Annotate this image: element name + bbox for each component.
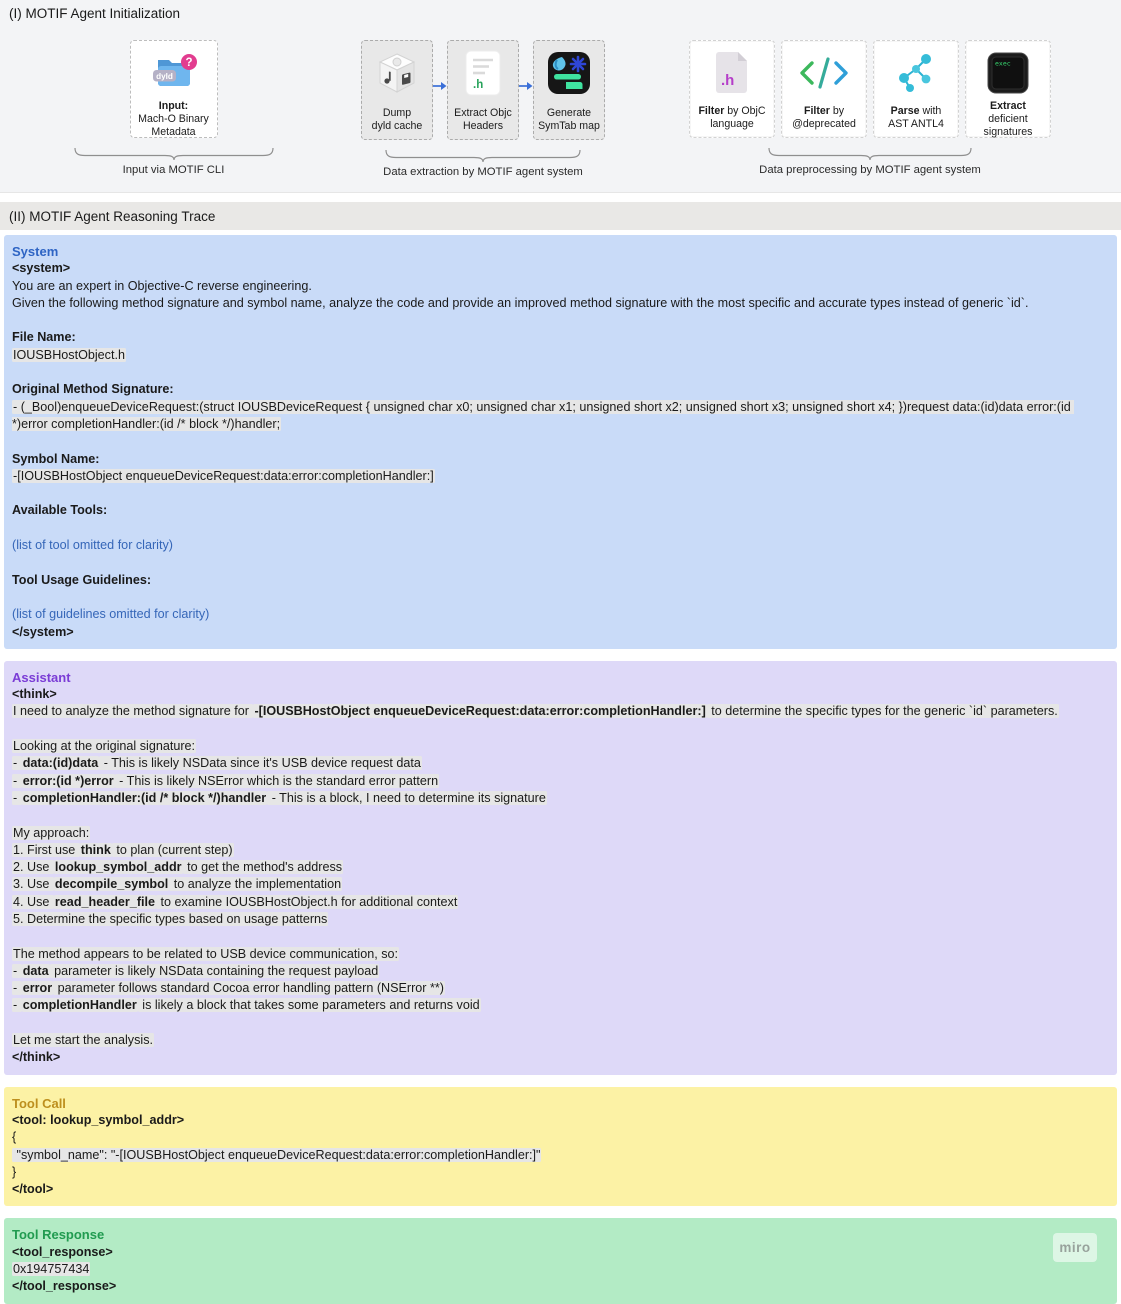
trace-line bbox=[12, 572, 1109, 589]
flow-box-caption bbox=[454, 107, 512, 133]
miro-logo-text: miro bbox=[1059, 1240, 1091, 1255]
code-tags-icon bbox=[797, 46, 851, 100]
flow-group-label: Data extraction by MOTIF agent system bbox=[383, 166, 583, 178]
svg-text:exec: exec bbox=[995, 59, 1011, 68]
trace-line bbox=[12, 1164, 1109, 1181]
text-segment: is likely a block that takes some parameters and returns void bbox=[138, 998, 480, 1013]
trace-line bbox=[12, 894, 1109, 911]
flow-group-3 bbox=[688, 40, 1052, 176]
dyld-folder-icon bbox=[150, 46, 198, 100]
text-segment: error:(id *)error bbox=[22, 773, 114, 788]
trace-line bbox=[12, 1181, 1109, 1198]
text-segment: My approach: bbox=[13, 825, 90, 840]
flow-boxes-row bbox=[130, 40, 218, 138]
text-segment: } bbox=[12, 1164, 17, 1179]
trace-line bbox=[12, 468, 1109, 485]
text-segment: read_header_file bbox=[54, 894, 156, 909]
trace-line bbox=[12, 738, 1109, 755]
text-segment: Input: bbox=[158, 100, 189, 112]
text-segment: Given the following method signature and symbol name, analyze the code and provide an improved method signature with the most specific and accurate types instead of generic `id`. bbox=[12, 295, 1029, 310]
text-segment: - bbox=[13, 773, 21, 788]
trace-line bbox=[12, 399, 1109, 434]
trace-line bbox=[12, 997, 1109, 1014]
text-segment: Filter bbox=[803, 105, 830, 117]
text-segment: by bbox=[829, 105, 845, 117]
text-segment: to analyze the implementation bbox=[170, 877, 342, 892]
text-segment: Let me start the analysis. bbox=[13, 1033, 153, 1048]
flow-box bbox=[533, 40, 605, 140]
trace-line bbox=[12, 1278, 1109, 1295]
miro-watermark bbox=[1053, 1233, 1097, 1262]
text-segment: parameter follows standard Cocoa error handling pattern (NSError **) bbox=[54, 981, 444, 996]
flow-box bbox=[361, 40, 433, 140]
text-segment: Extract bbox=[990, 100, 1026, 112]
trace-line bbox=[12, 295, 1109, 312]
flow-box-caption bbox=[138, 100, 209, 139]
text-segment: - bbox=[13, 790, 21, 805]
trace-line bbox=[12, 1032, 1109, 1049]
text-segment: Mach-O Binary bbox=[138, 113, 209, 125]
text-segment: to plan (current step) bbox=[112, 842, 233, 857]
trace-line bbox=[12, 946, 1109, 963]
trace-line bbox=[12, 825, 1109, 842]
text-segment: - bbox=[13, 963, 21, 978]
flow-arrow-icon bbox=[519, 32, 533, 140]
text-segment: think bbox=[80, 842, 111, 857]
reasoning-trace-title: (II) MOTIF Agent Reasoning Trace bbox=[9, 208, 216, 224]
flow-boxes-row bbox=[361, 40, 605, 140]
trace-line bbox=[12, 1261, 1109, 1278]
trace-line bbox=[12, 1112, 1109, 1129]
trace-line bbox=[12, 1015, 1109, 1032]
role-label: Assistant bbox=[12, 669, 71, 685]
text-segment: to examine IOUSBHostObject.h for additional context bbox=[157, 894, 458, 909]
text-segment: signatures bbox=[983, 126, 1033, 138]
text-segment: lookup_symbol_addr bbox=[54, 860, 182, 875]
text-segment: to get the method's address bbox=[183, 860, 343, 875]
role-label: Tool Response bbox=[12, 1227, 105, 1243]
text-segment: </think> bbox=[12, 1050, 61, 1065]
text-segment: Extract Objc bbox=[454, 107, 512, 119]
text-segment: AST ANTL4 bbox=[888, 118, 944, 130]
flow-group-label: Input via MOTIF CLI bbox=[122, 164, 225, 176]
text-segment: IOUSBHostObject.h bbox=[13, 347, 125, 362]
text-segment: SymTab map bbox=[538, 120, 600, 132]
text-segment: data bbox=[22, 963, 49, 978]
trace-line bbox=[12, 312, 1109, 329]
trace-line bbox=[12, 859, 1109, 876]
trace-line bbox=[12, 485, 1109, 502]
text-segment: File Name: bbox=[12, 330, 76, 345]
text-segment: <tool_response> bbox=[12, 1244, 113, 1259]
trace-line bbox=[12, 502, 1109, 519]
text-segment: (list of guidelines omitted for clarity) bbox=[12, 607, 210, 622]
svg-text:.h: .h bbox=[721, 72, 735, 89]
text-segment: <think> bbox=[12, 687, 57, 702]
symtab-app-icon bbox=[547, 46, 591, 100]
trace-line bbox=[12, 980, 1109, 997]
exec-terminal-icon bbox=[986, 46, 1030, 100]
text-segment: language bbox=[710, 118, 754, 130]
reasoning-trace-panel bbox=[0, 235, 1121, 1304]
flow-box-caption bbox=[969, 100, 1047, 139]
text-segment: - (_Bool)enqueueDeviceRequest:(struct IOUSBDeviceRequest { unsigned char x0; unsigned char x1; unsigned short x2; unsigned short x3; unsigned short x4; })request data:(id)data error:(id *)error completionHandler:(id /* block */)handler; bbox=[12, 399, 1075, 431]
text-segment: decompile_symbol bbox=[54, 877, 169, 892]
flow-box bbox=[447, 40, 519, 140]
text-segment: The method appears to be related to USB device communication, so: bbox=[13, 946, 399, 961]
text-segment: You are an expert in Objective-C reverse engineering. bbox=[12, 278, 312, 293]
flow-box-caption bbox=[792, 105, 856, 131]
trace-line bbox=[12, 1049, 1109, 1066]
text-segment: <system> bbox=[12, 261, 71, 276]
trace-line bbox=[12, 807, 1109, 824]
trace-block-assistant bbox=[4, 661, 1117, 1075]
text-segment: Available Tools: bbox=[12, 503, 108, 518]
text-segment: deficient bbox=[988, 113, 1028, 125]
text-segment: with bbox=[919, 105, 942, 117]
text-segment: completionHandler bbox=[22, 998, 137, 1013]
flow-box-caption bbox=[698, 105, 765, 131]
ast-tree-icon bbox=[893, 46, 939, 100]
trace-line bbox=[12, 537, 1109, 554]
trace-line bbox=[12, 911, 1109, 928]
text-segment: { bbox=[12, 1130, 17, 1145]
text-segment: 2. Use bbox=[13, 860, 53, 875]
text-segment: 0x194757434 bbox=[13, 1262, 90, 1277]
text-segment: 3. Use bbox=[13, 877, 53, 892]
trace-line bbox=[12, 589, 1109, 606]
trace-line bbox=[12, 1147, 1109, 1164]
text-segment: "symbol_name": "-[IOUSBHostObject enqueueDeviceRequest:data:error:completionHandler:]" bbox=[13, 1147, 541, 1162]
underbrace bbox=[768, 147, 972, 161]
flow-group-label: Data preprocessing by MOTIF agent system bbox=[759, 164, 981, 176]
trace-line bbox=[12, 721, 1109, 738]
trace-line bbox=[12, 1129, 1109, 1146]
trace-line bbox=[12, 963, 1109, 980]
initialization-panel bbox=[0, 0, 1121, 193]
role-label: System bbox=[12, 244, 59, 259]
trace-line bbox=[12, 364, 1109, 381]
role-label: Tool Call bbox=[12, 1095, 66, 1111]
text-segment: - This is likely NSError which is the standard error pattern bbox=[115, 773, 439, 788]
text-segment: - bbox=[13, 998, 21, 1013]
flow-group-2 bbox=[360, 40, 606, 178]
text-segment: Generate bbox=[546, 107, 592, 119]
flow-boxes-row bbox=[689, 40, 1051, 138]
svg-text:dyld: dyld bbox=[155, 71, 173, 81]
text-segment: (list of tool omitted for clarity) bbox=[12, 538, 173, 553]
flow-box bbox=[873, 40, 959, 138]
text-segment: 1. First use bbox=[13, 842, 79, 857]
trace-line bbox=[12, 278, 1109, 295]
text-segment: Symbol Name: bbox=[12, 451, 100, 466]
flow-arrow-icon bbox=[433, 32, 447, 140]
text-segment: Looking at the original signature: bbox=[13, 739, 196, 754]
flow-box bbox=[965, 40, 1051, 138]
trace-line bbox=[12, 624, 1109, 641]
text-segment: -[IOUSBHostObject enqueueDeviceRequest:data:error:completionHandler:] bbox=[13, 468, 434, 483]
text-segment: - This is likely NSData since it's USB device request data bbox=[100, 756, 421, 771]
text-segment: parameter is likely NSData containing the request payload bbox=[50, 963, 379, 978]
text-segment: Parse bbox=[890, 105, 920, 117]
initialization-title: (I) MOTIF Agent Initialization bbox=[9, 6, 181, 21]
trace-line bbox=[12, 433, 1109, 450]
trace-line bbox=[12, 329, 1109, 346]
flow-box-caption bbox=[372, 107, 423, 133]
flow-group-1 bbox=[72, 40, 275, 176]
trace-line bbox=[12, 260, 1109, 277]
text-segment: <tool: lookup_symbol_addr> bbox=[12, 1112, 185, 1127]
text-segment: </system> bbox=[12, 624, 74, 639]
text-segment: Original Method Signature: bbox=[12, 382, 174, 397]
text-segment: @deprecated bbox=[792, 118, 856, 130]
text-segment: Dump bbox=[382, 107, 412, 119]
trace-line bbox=[12, 686, 1109, 703]
flow-box bbox=[781, 40, 867, 138]
objc-header-doc-icon bbox=[464, 46, 502, 100]
text-segment: Headers bbox=[462, 120, 504, 132]
flow-box bbox=[130, 40, 218, 138]
trace-line bbox=[12, 554, 1109, 571]
reasoning-trace-header bbox=[0, 202, 1121, 230]
text-segment: - This is a block, I need to determine its signature bbox=[268, 790, 546, 805]
trace-line bbox=[12, 790, 1109, 807]
underbrace bbox=[385, 149, 581, 163]
trace-line bbox=[12, 606, 1109, 623]
trace-line bbox=[12, 381, 1109, 398]
flow-box-caption bbox=[538, 107, 600, 133]
trace-line bbox=[12, 520, 1109, 537]
trace-line bbox=[12, 928, 1109, 945]
text-segment: dyld cache bbox=[371, 120, 423, 132]
svg-text:.h: .h bbox=[473, 79, 484, 91]
text-segment: - bbox=[13, 756, 21, 771]
text-segment: to determine the specific types for the generic `id` parameters. bbox=[707, 704, 1058, 719]
svg-text:?: ? bbox=[184, 57, 193, 69]
text-segment: Tool Usage Guidelines: bbox=[12, 572, 152, 587]
h-file-icon bbox=[712, 46, 752, 100]
text-segment: -[IOUSBHostObject enqueueDeviceRequest:data:error:completionHandler:] bbox=[254, 704, 706, 719]
trace-line bbox=[12, 842, 1109, 859]
text-segment: </tool_response> bbox=[12, 1279, 117, 1294]
text-segment: Filter bbox=[698, 105, 725, 117]
trace-line bbox=[12, 755, 1109, 772]
text-segment: error bbox=[22, 981, 53, 996]
flow-box-caption bbox=[888, 105, 944, 131]
text-segment: - bbox=[13, 981, 21, 996]
text-segment: I need to analyze the method signature for bbox=[13, 704, 253, 719]
trace-line bbox=[12, 451, 1109, 468]
trace-line bbox=[12, 1244, 1109, 1261]
text-segment: Metadata bbox=[151, 126, 196, 138]
trace-line bbox=[12, 347, 1109, 364]
text-segment: 4. Use bbox=[13, 894, 53, 909]
trace-line bbox=[12, 703, 1109, 720]
text-segment: </tool> bbox=[12, 1182, 54, 1197]
text-segment: 5. Determine the specific types based on usage patterns bbox=[13, 911, 328, 926]
flow-box bbox=[689, 40, 775, 138]
trace-block-system bbox=[4, 235, 1117, 649]
underbrace bbox=[74, 147, 274, 161]
text-segment: data:(id)data bbox=[22, 756, 99, 771]
trace-line bbox=[12, 876, 1109, 893]
dyld-cache-cube-icon bbox=[376, 46, 418, 100]
trace-line bbox=[12, 773, 1109, 790]
trace-block-tool-response bbox=[4, 1218, 1117, 1303]
text-segment: by ObjC bbox=[724, 105, 766, 117]
text-segment: completionHandler:(id /* block */)handler bbox=[22, 790, 267, 805]
trace-block-tool-call bbox=[4, 1087, 1117, 1207]
